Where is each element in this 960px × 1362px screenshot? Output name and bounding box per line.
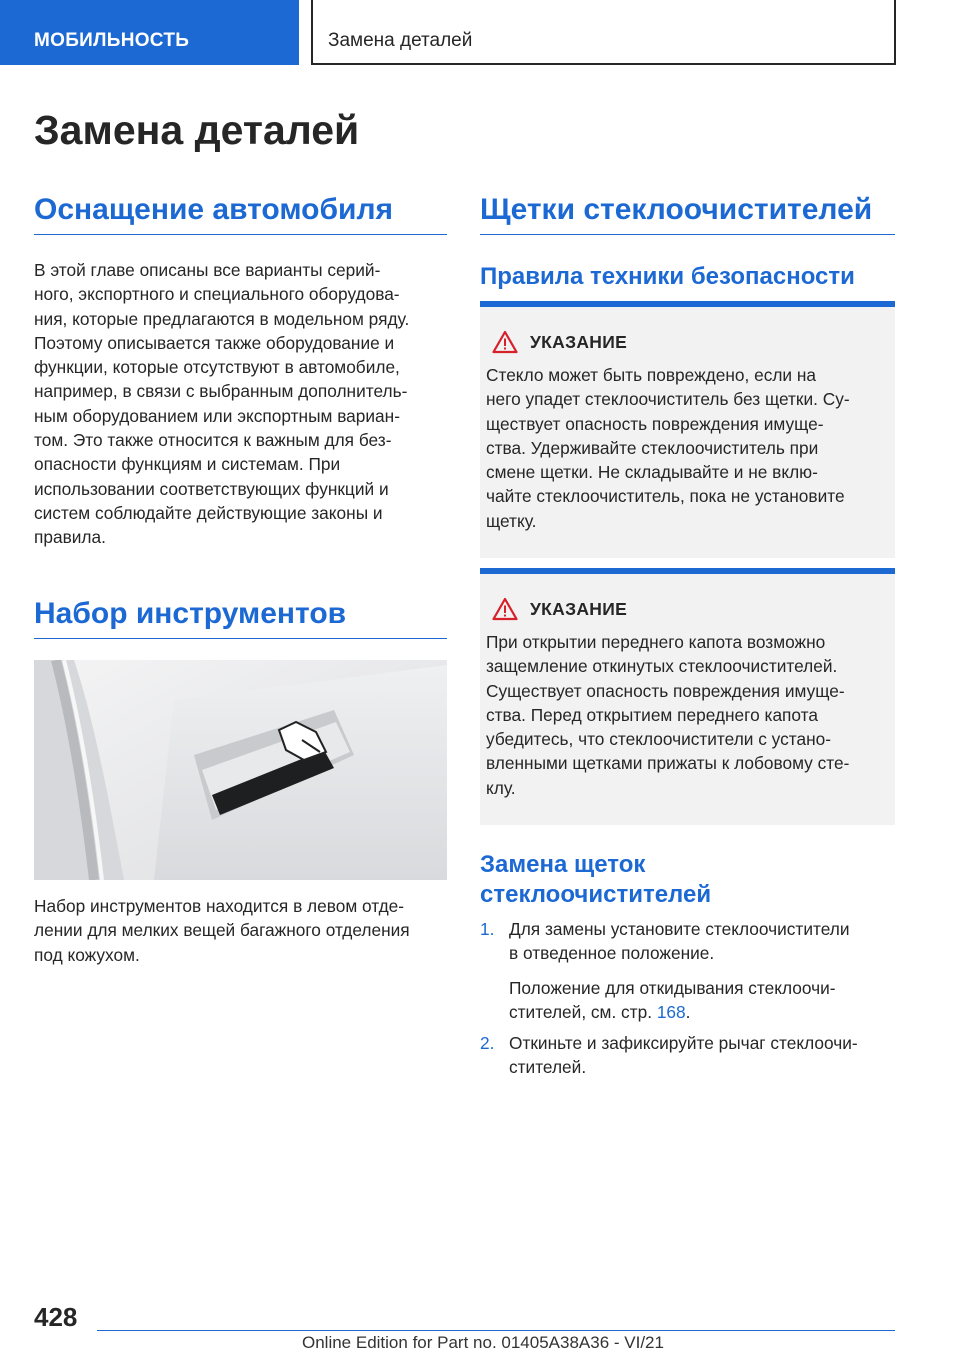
wipers-heading: Щетки стеклоочистителей xyxy=(480,193,873,226)
heading-line: Замена щеток xyxy=(480,851,646,878)
text-line: в отведенное положение. xyxy=(509,943,715,964)
warning-header xyxy=(492,596,889,622)
edition-footer: Online Edition for Part no. 01405A38A36 - VI/21 xyxy=(302,1333,664,1352)
text-line: стителей. xyxy=(509,1057,587,1078)
equipment-text xyxy=(34,258,409,550)
text-line: ного, экспортного и специального оборудова- xyxy=(34,284,400,305)
text-line: ства. Перед открытием переднего капота xyxy=(486,704,818,725)
replace-heading xyxy=(480,850,711,910)
warning-box xyxy=(480,301,895,558)
step-number: 2. xyxy=(480,1033,495,1053)
page-link[interactable]: 168 xyxy=(656,1001,686,1022)
equipment-heading: Оснащение автомобиля xyxy=(34,193,394,226)
equipment-rule xyxy=(34,234,447,235)
text-line: например, в связи с выбранным дополнитель- xyxy=(34,381,408,402)
text-line: Набор инструментов находится в левом отде- xyxy=(34,896,405,916)
text-line: функции, которые отсутствуют в автомобиле, xyxy=(34,357,400,378)
toolkit-rule xyxy=(34,638,447,639)
text-line: систем соблюдайте действующие законы и xyxy=(34,502,383,523)
text-line: защемление откинутых стеклоочистителей. xyxy=(486,656,838,677)
warning-text xyxy=(486,363,889,533)
text-line: клу. xyxy=(486,777,516,798)
section-tab[interactable]: МОБИЛЬНОСТЬ xyxy=(0,0,299,65)
text-line: чайте стеклоочиститель, пока не установите xyxy=(486,486,845,507)
toolkit-photo xyxy=(34,660,447,880)
text-line: ществует опасность повреждения имуще- xyxy=(486,413,824,434)
text-line: под кожухом. xyxy=(34,944,140,965)
text-line: ным оборудованием или экспортным вариан- xyxy=(34,405,400,426)
heading-line: стеклоочистителей xyxy=(480,881,712,908)
chapter-header: Замена деталей xyxy=(311,0,896,65)
text-line: лении для мелких вещей багажного отделения xyxy=(34,920,410,941)
text-line: В этой главе описаны все варианты серий- xyxy=(34,260,381,280)
step-item xyxy=(480,1031,896,1080)
safety-heading: Правила техники безопасности xyxy=(480,263,855,290)
step-text xyxy=(509,917,896,1024)
text-line: Для замены установите стеклоочистители xyxy=(509,919,850,939)
text-line xyxy=(509,1000,896,1024)
page-title: Замена деталей xyxy=(34,107,360,153)
text-line: убедитесь, что стеклоочистители с устано- xyxy=(486,729,831,750)
step-text xyxy=(509,1031,896,1080)
step-number: 1. xyxy=(480,919,495,939)
toolkit-heading: Набор инструментов xyxy=(34,597,347,630)
step-note xyxy=(509,976,896,1025)
warning-box xyxy=(480,568,895,825)
warning-text xyxy=(486,630,889,800)
text-line: Стекло может быть повреждено, если на xyxy=(486,365,817,385)
text-line: щетку. xyxy=(486,510,537,531)
warning-label: УКАЗАНИЕ xyxy=(530,331,628,352)
warning-triangle-icon xyxy=(492,597,518,621)
warning-label: УКАЗАНИЕ xyxy=(530,598,628,619)
page-number: 428 xyxy=(34,1302,78,1332)
text-line: вленными щетками прижаты к лобовому сте- xyxy=(486,753,850,774)
text-line: использовании соответствующих функций и xyxy=(34,478,389,499)
note-suffix: . xyxy=(685,1001,691,1022)
step-item xyxy=(480,917,896,1024)
note-prefix: стителей, см. стр. xyxy=(509,1001,657,1022)
text-line: том. Это также относится к важным для без- xyxy=(34,430,392,451)
warning-header xyxy=(492,329,889,355)
trunk-compartment-illustration xyxy=(34,660,447,880)
warning-triangle-icon xyxy=(492,330,518,354)
wipers-rule xyxy=(480,234,895,235)
text-line: ства. Удерживайте стеклоочиститель при xyxy=(486,437,819,458)
footer-rule xyxy=(97,1330,895,1331)
text-line: ния, которые предлагаются в модельном ряду. xyxy=(34,308,410,329)
text-line: смене щетки. Не складывайте и не вклю- xyxy=(486,462,818,483)
text-line: Положение для откидывания стеклоочи- xyxy=(509,977,836,998)
text-line: правила. xyxy=(34,527,106,548)
text-line: него упадет стеклоочиститель без щетки. Су- xyxy=(486,389,850,410)
text-line: Поэтому описывается также оборудование и xyxy=(34,332,395,353)
text-line: Откиньте и зафиксируйте рычаг стеклоочи- xyxy=(509,1033,858,1053)
text-line: опасности функциям и системам. При xyxy=(34,454,341,475)
text-line: При открытии переднего капота возможно xyxy=(486,632,826,652)
text-line: Существует опасность повреждения имуще- xyxy=(486,680,845,701)
toolkit-caption xyxy=(34,894,410,967)
